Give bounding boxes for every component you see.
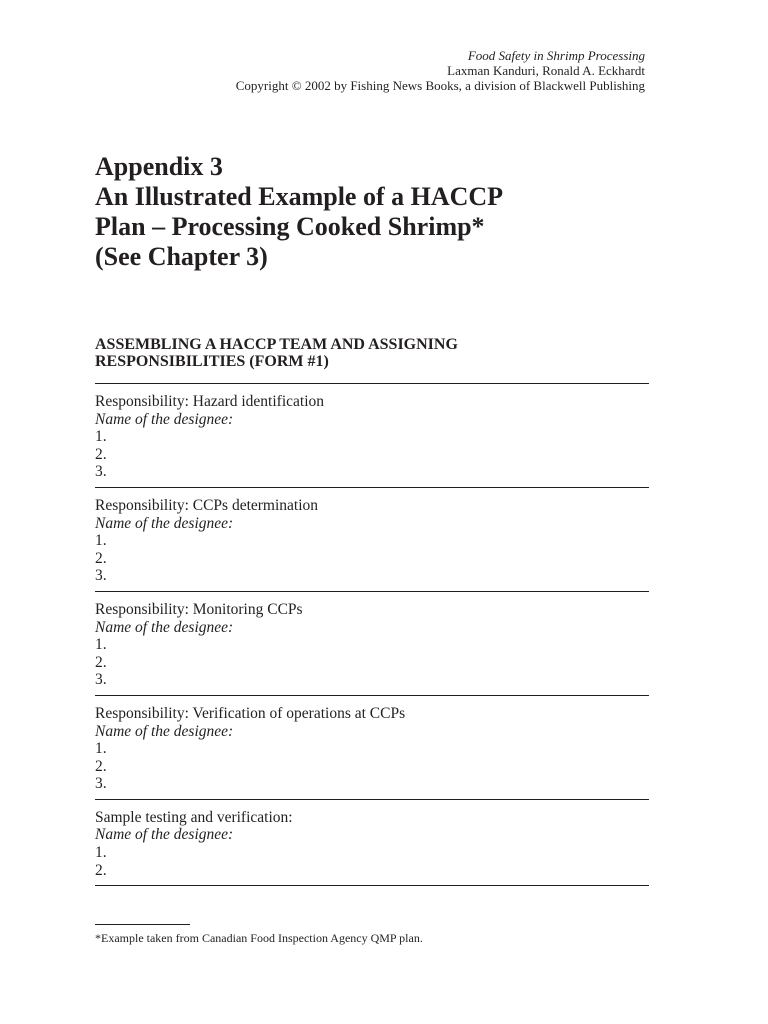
designee-entry: 2.	[95, 549, 107, 567]
book-title: Food Safety in Shrimp Processing	[467, 48, 645, 63]
designee-label: Name of the designee:	[95, 826, 234, 844]
designee-entry: 1.	[95, 428, 107, 446]
form-block-verification	[95, 696, 649, 793]
title-line-1: Appendix 3	[95, 152, 223, 181]
designee-entry: 1.	[95, 844, 107, 862]
designee-label: Name of the designee:	[95, 514, 234, 532]
designee-label: Name of the designee:	[95, 618, 234, 636]
responsibility-label: Responsibility: Verification of operations at CCPs	[95, 704, 406, 722]
designee-entry: 1.	[95, 740, 107, 758]
form-block-ccps-determination	[95, 488, 649, 585]
footnote: *Example taken from Canadian Food Inspection Agency QMP plan.	[95, 931, 423, 945]
section-heading-line-2: RESPONSIBILITIES (FORM #1)	[95, 353, 329, 370]
designee-entry: 1.	[95, 636, 107, 654]
designee-entry: 1.	[95, 532, 107, 550]
section-heading	[95, 336, 655, 370]
haccp-team-form	[95, 383, 649, 886]
responsibility-label: Sample testing and verification:	[95, 808, 293, 826]
title-line-4: (See Chapter 3)	[95, 242, 268, 271]
designee-entry: 3.	[95, 671, 107, 689]
designee-entry: 2.	[95, 653, 107, 671]
designee-entry: 3.	[95, 463, 107, 481]
title-line-3: Plan – Processing Cooked Shrimp*	[95, 212, 485, 241]
responsibility-label: Responsibility: Monitoring CCPs	[95, 600, 303, 618]
designee-label: Name of the designee:	[95, 722, 234, 740]
form-divider	[95, 885, 649, 886]
designee-label: Name of the designee:	[95, 410, 234, 428]
title-line-2: An Illustrated Example of a HACCP	[95, 182, 504, 211]
responsibility-label: Responsibility: CCPs determination	[95, 496, 319, 514]
responsibility-label: Responsibility: Hazard identification	[95, 393, 325, 410]
copyright: Copyright © 2002 by Fishing News Books, a division of Blackwell Publishing	[235, 78, 645, 93]
footnote-divider	[95, 924, 190, 925]
form-block-monitoring-ccps	[95, 592, 649, 689]
designee-entry: 3.	[95, 567, 107, 585]
form-block-hazard-identification	[95, 384, 649, 481]
designee-entry: 2.	[95, 757, 107, 775]
authors: Laxman Kanduri, Ronald A. Eckhardt	[447, 63, 645, 78]
form-block-sample-testing	[95, 800, 649, 883]
designee-entry: 2.	[95, 861, 107, 879]
running-header	[236, 48, 645, 93]
designee-entry: 3.	[95, 775, 107, 793]
section-heading-line-1: ASSEMBLING A HACCP TEAM AND ASSIGNING	[95, 336, 458, 353]
page-title	[95, 152, 655, 272]
designee-entry: 2.	[95, 445, 107, 463]
